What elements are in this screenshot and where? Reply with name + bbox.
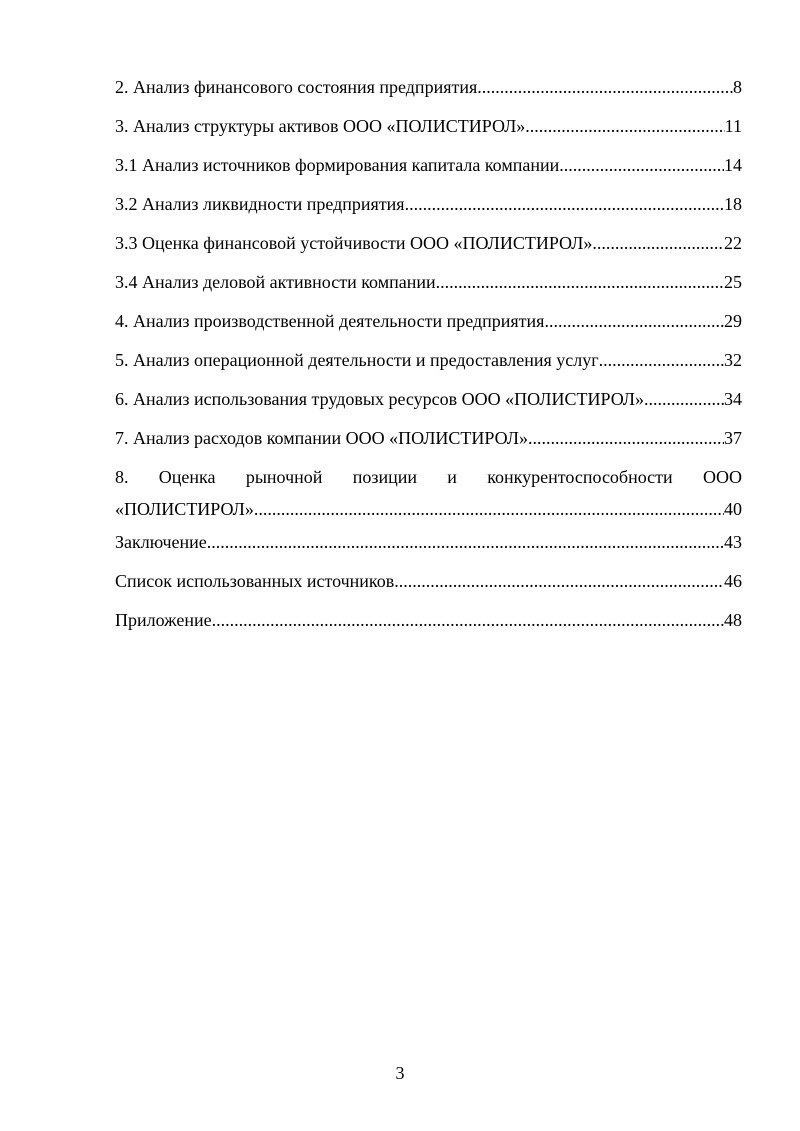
- toc-entry-title: 3.3 Оценка финансовой устойчивости ООО «ПОЛИСТИРОЛ»: [115, 233, 593, 253]
- toc-entry-page: 18: [724, 194, 742, 214]
- toc-entry-page: 8: [733, 77, 742, 97]
- toc-entry-first-line: [115, 466, 742, 498]
- toc-word: Оценка: [158, 467, 216, 487]
- toc-dot-leader: [592, 232, 724, 254]
- toc-entry-title: Приложение: [115, 610, 212, 630]
- toc-dot-leader: [477, 76, 733, 98]
- toc-entry-title: 3.1 Анализ источников формирования капитала компании: [115, 155, 560, 175]
- toc-dot-leader: [544, 310, 724, 332]
- toc-entry-title: 3.4 Анализ деловой активности компании: [115, 272, 436, 292]
- toc-entry[interactable]: [115, 310, 742, 349]
- toc-entry[interactable]: [115, 232, 742, 271]
- toc-entry[interactable]: [115, 115, 742, 154]
- toc-entry-title: 2. Анализ финансового состояния предприятия: [115, 77, 478, 97]
- toc-dot-leader: [254, 498, 724, 520]
- toc-dot-leader: [559, 154, 724, 176]
- toc-entry-title: 5. Анализ операционной деятельности и предоставления услуг: [115, 350, 599, 370]
- toc-dot-leader: [207, 531, 724, 553]
- toc-word: ООО: [702, 467, 742, 487]
- toc-entry-title: Список использованных источников: [115, 571, 395, 591]
- toc-entry[interactable]: [115, 271, 742, 310]
- toc-dot-leader: [528, 427, 724, 449]
- toc-entry-page: 48: [724, 610, 742, 630]
- toc-entry-page: 22: [724, 233, 742, 253]
- toc-entry-page: 32: [724, 350, 742, 370]
- toc-entry[interactable]: [115, 427, 742, 466]
- toc-word: рыночной: [245, 467, 323, 487]
- toc-entry-page: 14: [724, 155, 742, 175]
- toc-entry-page: 11: [724, 116, 742, 136]
- toc-word: и: [447, 467, 457, 487]
- toc-entry-page: 43: [724, 532, 742, 552]
- toc-entry-page: 40: [724, 499, 742, 519]
- toc-dot-leader: [644, 388, 724, 410]
- toc-entry[interactable]: [115, 76, 742, 115]
- table-of-contents: [115, 76, 742, 648]
- toc-entry-title: Заключение: [115, 532, 207, 552]
- toc-entry-page: 37: [724, 428, 742, 448]
- toc-entry-title: 6. Анализ использования трудовых ресурсов ООО «ПОЛИСТИРОЛ»: [115, 389, 645, 409]
- toc-dot-leader: [599, 349, 724, 371]
- toc-entry-page: 25: [724, 272, 742, 292]
- toc-entry-title: «ПОЛИСТИРОЛ»: [115, 499, 254, 519]
- toc-entry-title: 3.2 Анализ ликвидности предприятия: [115, 194, 405, 214]
- toc-dot-leader: [525, 115, 724, 137]
- toc-entry-page: 29: [724, 311, 742, 331]
- toc-entry-second-line: [115, 498, 742, 520]
- toc-entry-title: 4. Анализ производственной деятельности предприятия: [115, 311, 545, 331]
- toc-entry-title: 7. Анализ расходов компании ООО «ПОЛИСТИРОЛ»: [115, 428, 528, 448]
- toc-entry-title: 3. Анализ структуры активов ООО «ПОЛИСТИРОЛ»: [115, 116, 526, 136]
- toc-entry[interactable]: [115, 388, 742, 427]
- toc-word: конкурентоспособности: [487, 467, 673, 487]
- toc-entry-page: 46: [724, 571, 742, 591]
- toc-entry-page: 34: [724, 389, 742, 409]
- toc-entry[interactable]: [115, 349, 742, 388]
- toc-entry[interactable]: [115, 570, 742, 609]
- toc-entry[interactable]: [115, 609, 742, 648]
- page-number: 3: [395, 1063, 405, 1083]
- toc-dot-leader: [405, 193, 724, 215]
- toc-entry[interactable]: [115, 154, 742, 193]
- toc-word: позиции: [352, 467, 417, 487]
- toc-dot-leader: [212, 609, 724, 631]
- toc-entry-wrapped[interactable]: [115, 466, 742, 520]
- toc-entry[interactable]: [115, 531, 742, 570]
- toc-entry[interactable]: [115, 193, 742, 232]
- toc-word: 8.: [115, 467, 129, 487]
- toc-dot-leader: [394, 570, 724, 592]
- toc-dot-leader: [436, 271, 724, 293]
